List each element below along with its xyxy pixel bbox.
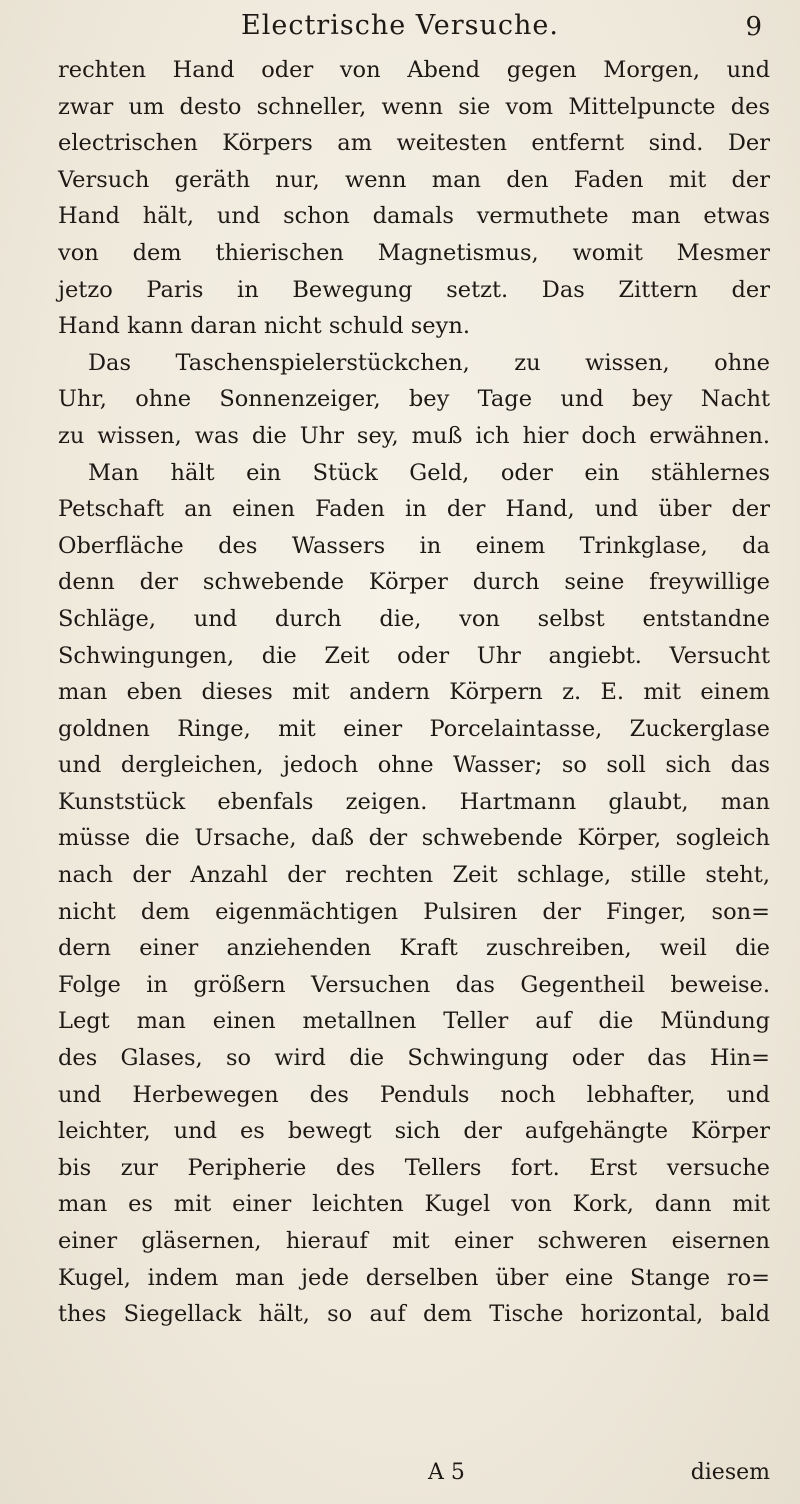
text-line: zwar um desto schneller, wenn sie vom Mittelpuncte des: [58, 93, 770, 120]
page-number: 9: [745, 12, 762, 42]
text-line: electrischen Körpers am weitesten entfernt sind. Der: [58, 130, 770, 157]
text-line: Kugel, indem man jede derselben über eine Stange ro=: [58, 1264, 770, 1291]
text-line: Oberfläche des Wassers in einem Trinkglase, da: [58, 532, 770, 559]
catchword: diesem: [690, 1460, 770, 1485]
body-text: [58, 52, 770, 1333]
text-line: leichter, und es bewegt sich der aufgehängte Körper: [58, 1118, 770, 1145]
signature-mark: A 5: [428, 1460, 465, 1485]
text-line: dern einer anziehenden Kraft zuschreiben, weil die: [58, 935, 770, 962]
text-line: goldnen Ringe, mit einer Porcelaintasse, Zuckerglase: [58, 715, 770, 742]
text-line: Folge in größern Versuchen das Gegentheil beweise.: [58, 971, 770, 998]
text-line: rechten Hand oder von Abend gegen Morgen, und: [58, 57, 770, 83]
text-line: nicht dem eigenmächtigen Pulsiren der Finger, son=: [58, 898, 770, 925]
text-line: man eben dieses mit andern Körpern z. E. mit einem: [58, 679, 770, 706]
text-line: thes Siegellack hält, so auf dem Tische horizontal, bald: [58, 1301, 770, 1328]
text-line: Petschaft an einen Faden in der Hand, und über der: [58, 496, 770, 523]
text-line: Kunststück ebenfals zeigen. Hartmann glaubt, man: [58, 788, 770, 815]
text-line: des Glases, so wird die Schwingung oder das Hin=: [58, 1045, 770, 1072]
text-line: Hand hält, und schon damals vermuthete man etwas: [58, 203, 770, 230]
text-line: und dergleichen, jedoch ohne Wasser; so soll sich das: [58, 752, 770, 779]
text-line: müsse die Ursache, daß der schwebende Körper, sogleich: [58, 825, 770, 852]
text-line: man es mit einer leichten Kugel von Kork, dann mit: [58, 1191, 770, 1218]
text-line: von dem thierischen Magnetismus, womit Mesmer: [58, 239, 770, 266]
text-line: zu wissen, was die Uhr sey, muß ich hier doch erwähnen.: [58, 422, 770, 449]
text-line: Uhr, ohne Sonnenzeiger, bey Tage und bey Nacht: [58, 386, 770, 413]
running-title: Electrische Versuche.: [241, 10, 559, 41]
text-line: Schläge, und durch die, von selbst entstandne: [58, 605, 770, 632]
text-line: denn der schwebende Körper durch seine freywillige: [58, 569, 770, 596]
text-line: und Herbewegen des Penduls noch lebhafter, und: [58, 1081, 770, 1108]
text-line: Hand kann daran nicht schuld seyn.: [58, 313, 470, 340]
text-line: Versuch geräth nur, wenn man den Faden mit der: [58, 166, 770, 193]
page-header: [0, 8, 800, 48]
text-line: jetzo Paris in Bewegung setzt. Das Zittern der: [58, 276, 770, 303]
text-line: Schwingungen, die Zeit oder Uhr angiebt. Versucht: [58, 642, 770, 669]
text-line: Das Taschenspielerstückchen, zu wissen, ohne: [88, 349, 770, 376]
text-line: bis zur Peripherie des Tellers fort. Erst versuche: [58, 1154, 770, 1181]
page-footer: [58, 1460, 770, 1496]
text-line: nach der Anzahl der rechten Zeit schlage, stille steht,: [58, 862, 770, 889]
text-line: einer gläsernen, hierauf mit einer schweren eisernen: [58, 1228, 770, 1254]
text-line: Legt man einen metallnen Teller auf die Mündung: [58, 1008, 770, 1035]
text-line: Man hält ein Stück Geld, oder ein stählernes: [88, 459, 770, 486]
